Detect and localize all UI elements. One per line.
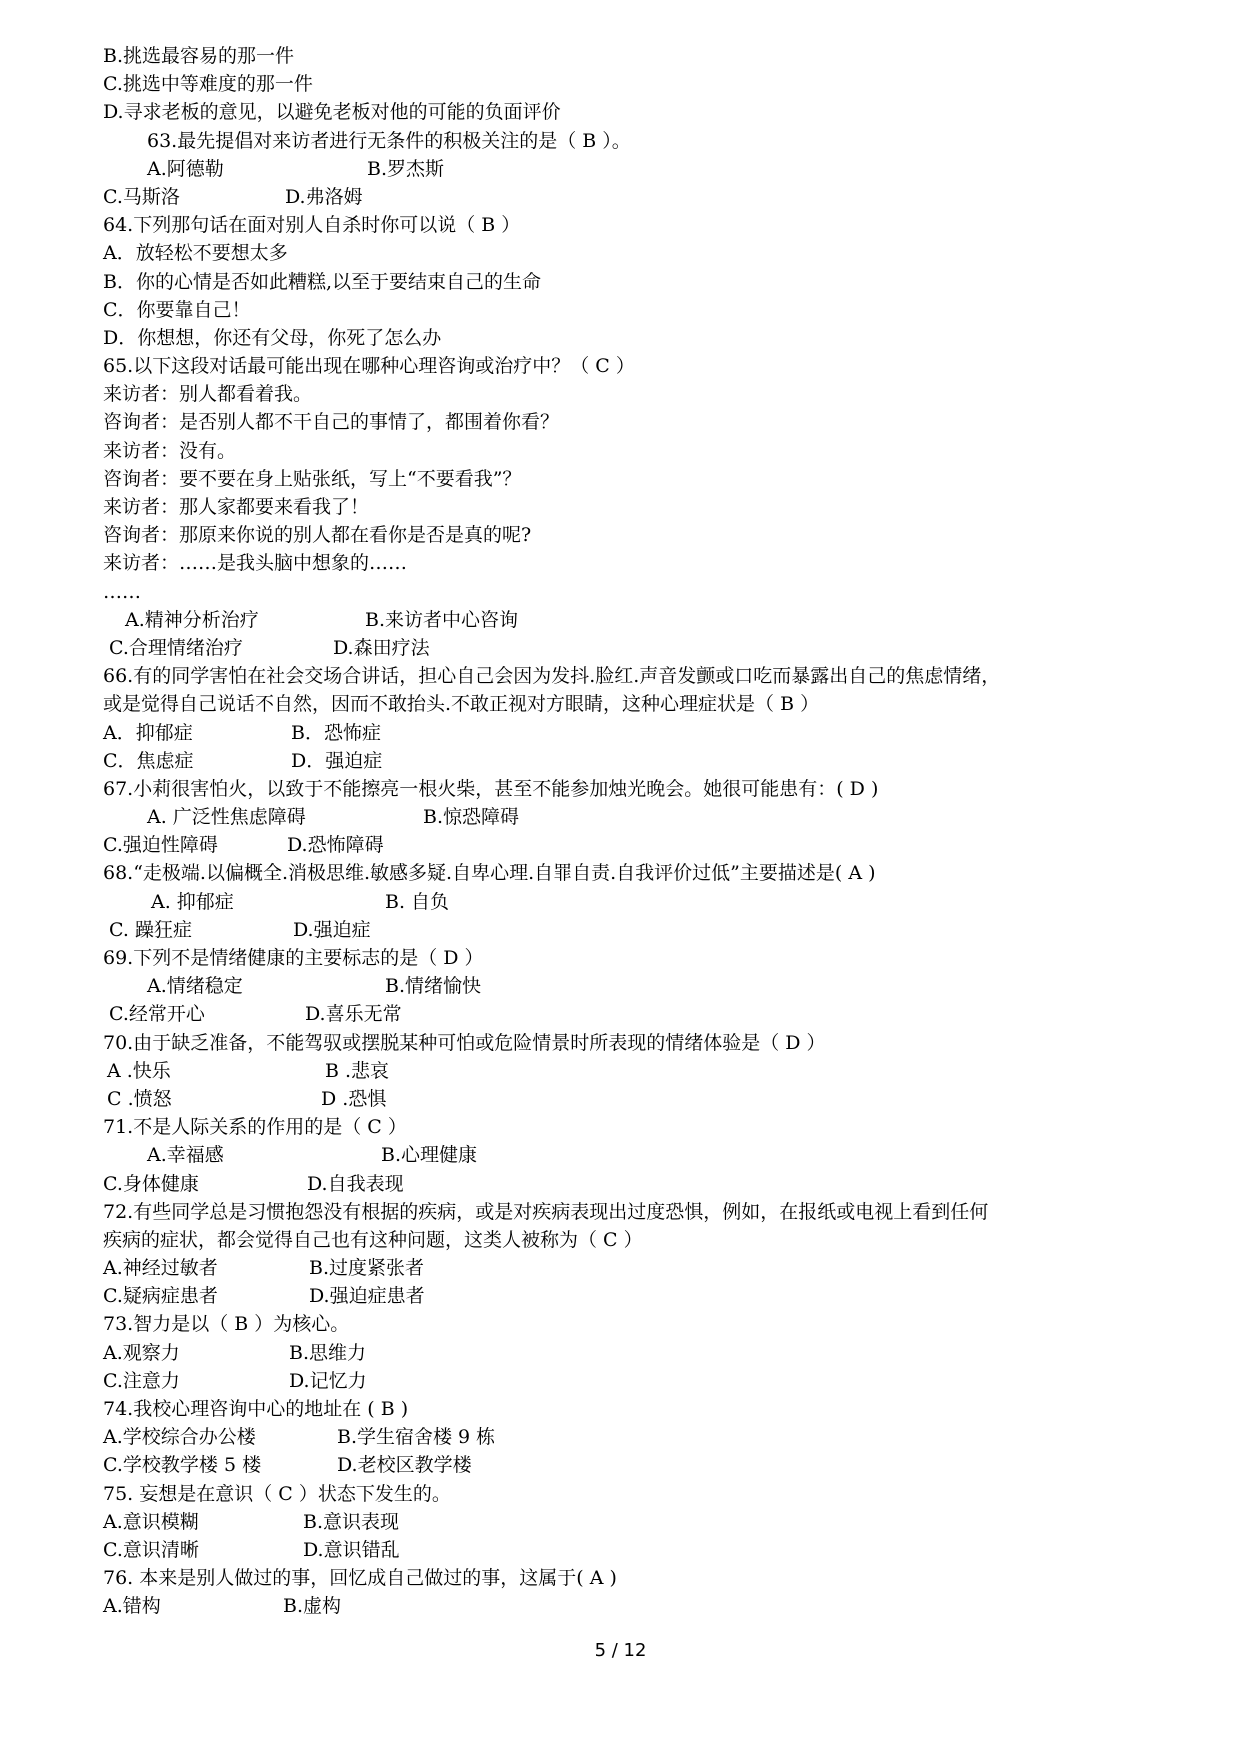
- text-line: [103, 1395, 1143, 1423]
- text-line: [103, 1367, 1143, 1395]
- option-text: B.罗杰斯: [367, 157, 445, 180]
- text-line: [103, 239, 1143, 267]
- line-text: A.精神分析治疗: [125, 608, 259, 631]
- line-text: 咨询者：那原来你说的别人都在看你是否是真的呢?: [103, 524, 532, 547]
- line-text: ……: [103, 580, 141, 603]
- text-line: [103, 775, 1143, 803]
- line-text: A.幸福感: [147, 1144, 224, 1167]
- text-line: [103, 465, 1143, 493]
- text-line: [103, 1141, 1143, 1169]
- option-text: D.记忆力: [289, 1369, 367, 1392]
- option-text: D.森田疗法: [333, 636, 430, 659]
- text-line: [103, 493, 1143, 521]
- line-text: C.经常开心: [109, 1003, 205, 1026]
- line-text: A. 抑郁症: [151, 890, 234, 913]
- line-text: A.神经过敏者: [103, 1257, 218, 1280]
- question-text-block: [103, 42, 1143, 1621]
- line-text: C.合理情绪治疗: [109, 636, 243, 659]
- line-text: D.寻求老板的意见，以避免老板对他的可能的负面评价: [103, 101, 561, 124]
- text-line: [103, 1536, 1143, 1564]
- line-text: A.学校综合办公楼: [103, 1426, 256, 1449]
- option-text: D.弗洛姆: [285, 185, 363, 208]
- option-text: D.强迫症: [293, 918, 371, 941]
- line-text: 69.下列不是情绪健康的主要标志的是（ D ）: [103, 947, 484, 969]
- option-text: B. 自负: [385, 890, 450, 913]
- text-line: [103, 803, 1143, 831]
- line-text: C．你要靠自己！: [103, 298, 251, 321]
- option-text: B.来访者中心咨询: [365, 608, 519, 631]
- text-line: [103, 1057, 1143, 1085]
- option-text: B.惊恐障碍: [423, 806, 520, 829]
- option-text: B.情绪愉快: [385, 975, 482, 998]
- option-text: D.意识错乱: [303, 1538, 400, 1561]
- line-text: 64.下列那句话在面对别人自杀时你可以说（ B ）: [103, 214, 521, 237]
- option-text: D.喜乐无常: [305, 1003, 402, 1026]
- option-text: D.恐怖障碍: [287, 834, 384, 857]
- text-line: [103, 690, 1143, 718]
- line-text: C. 躁狂症: [109, 918, 192, 941]
- text-line: [103, 98, 1143, 126]
- text-line: [103, 70, 1143, 98]
- text-line: [103, 1564, 1143, 1592]
- line-text: 73.智力是以（ B ）为核心。: [103, 1313, 350, 1336]
- option-text: B．恐怖症: [291, 721, 381, 744]
- line-text: 来访者：那人家都要来看我了！: [103, 496, 370, 518]
- line-text: C．焦虑症: [103, 749, 194, 772]
- text-line: [103, 1508, 1143, 1536]
- text-line: [103, 211, 1143, 239]
- text-line: [103, 1113, 1143, 1141]
- text-line: [103, 1480, 1143, 1508]
- text-line: [103, 1226, 1143, 1254]
- text-line: [103, 831, 1143, 859]
- page-number: 5 / 12: [594, 1640, 647, 1661]
- line-text: 咨询者：是否别人都不干自己的事情了，都围着你看？: [103, 411, 560, 434]
- text-line: [103, 972, 1143, 1000]
- text-line: [103, 662, 1143, 690]
- line-text: C.注意力: [103, 1369, 180, 1392]
- line-text: 63.最先提倡对来访者进行无条件的积极关注的是（ B ）。: [147, 129, 631, 152]
- line-text: C.挑选中等难度的那一件: [103, 73, 313, 96]
- text-line: [103, 1254, 1143, 1282]
- line-text: B．你的心情是否如此糟糕,以至于要结束自己的生命: [103, 270, 542, 293]
- line-text: C.意识清晰: [103, 1538, 199, 1561]
- line-text: A．抑郁症: [103, 721, 193, 744]
- text-line: [103, 747, 1143, 775]
- text-line: [103, 183, 1143, 211]
- option-text: D.自我表现: [307, 1172, 404, 1195]
- line-text: C .愤怒: [107, 1087, 172, 1110]
- line-text: A.情绪稳定: [147, 975, 243, 998]
- text-line: [103, 634, 1143, 662]
- text-line: [103, 1198, 1143, 1226]
- text-line: [103, 549, 1143, 577]
- line-text: 咨询者：要不要在身上贴张纸，写上“不要看我”？: [103, 467, 522, 490]
- line-text: A.意识模糊: [103, 1510, 199, 1533]
- line-text: 疾病的症状，都会觉得自己也有这种问题，这类人被称为（ C ）: [103, 1228, 643, 1251]
- text-line: [103, 268, 1143, 296]
- line-text: C.马斯洛: [103, 185, 180, 208]
- line-text: 74.我校心理咨询中心的地址在 ( B ): [103, 1398, 409, 1420]
- line-text: D．你想想，你还有父母，你死了怎么办: [103, 326, 442, 349]
- option-text: D.老校区教学楼: [337, 1454, 472, 1477]
- text-line: [103, 859, 1143, 887]
- line-text: 71.不是人际关系的作用的是（ C ）: [103, 1116, 407, 1139]
- line-text: A. 广泛性焦虑障碍: [147, 806, 306, 829]
- line-text: 或是觉得自己说话不自然，因而不敢抬头.不敢正视对方眼睛，这种心理症状是（ B ）: [103, 693, 820, 716]
- text-line: [103, 380, 1143, 408]
- text-line: [103, 578, 1143, 606]
- line-text: 75. 妄想是在意识（ C ）状态下发生的。: [103, 1482, 451, 1505]
- line-text: 67.小莉很害怕火，以致于不能擦亮一根火柴，甚至不能参加烛光晚会。她很可能患有：( D ): [103, 777, 879, 800]
- line-text: A.观察力: [103, 1341, 180, 1364]
- text-line: [103, 1000, 1143, 1028]
- line-text: A .快乐: [107, 1059, 171, 1082]
- text-line: [103, 437, 1143, 465]
- option-text: B.思维力: [289, 1341, 367, 1364]
- option-text: B.心理健康: [381, 1144, 478, 1167]
- text-line: [103, 1170, 1143, 1198]
- line-text: 来访者：没有。: [103, 439, 237, 462]
- option-text: D.强迫症患者: [309, 1285, 425, 1308]
- text-line: [103, 155, 1143, 183]
- line-text: 70.由于缺乏准备，不能驾驭或摆脱某种可怕或危险情景时所表现的情绪体验是（ D ）: [103, 1031, 826, 1054]
- line-text: A.阿德勒: [147, 157, 224, 180]
- text-line: [103, 408, 1143, 436]
- text-line: [103, 1592, 1143, 1620]
- option-text: D．强迫症: [291, 749, 383, 772]
- line-text: 68.“走极端.以偏概全.消极思维.敏感多疑.自卑心理.自罪自责.自我评价过低”主要描述是( A ): [103, 862, 876, 885]
- text-line: [103, 606, 1143, 634]
- line-text: C.强迫性障碍: [103, 834, 218, 857]
- text-line: [103, 888, 1143, 916]
- line-text: C.学校教学楼 5 楼: [103, 1454, 262, 1477]
- text-line: [103, 1029, 1143, 1057]
- line-text: 76. 本来是别人做过的事，回忆成自己做过的事，这属于( A ): [103, 1567, 617, 1590]
- line-text: A.错构: [103, 1595, 161, 1618]
- text-line: [103, 1310, 1143, 1338]
- line-text: B.挑选最容易的那一件: [103, 45, 295, 67]
- line-text: 65.以下这段对话最可能出现在哪种心理咨询或治疗中？（ C ）: [103, 355, 635, 378]
- text-line: [103, 42, 1143, 70]
- line-text: A．放轻松不要想太多: [103, 242, 288, 265]
- text-line: [103, 1451, 1143, 1479]
- text-line: [103, 1282, 1143, 1310]
- line-text: C.身体健康: [103, 1172, 199, 1195]
- text-line: [103, 352, 1143, 380]
- text-line: [103, 1339, 1143, 1367]
- text-line: [103, 521, 1143, 549]
- line-text: 72.有些同学总是习惯抱怨没有根据的疾病，或是对疾病表现出过度恐惧，例如，在报纸或电视上看到任何: [103, 1200, 989, 1223]
- line-text: 来访者：别人都看着我。: [103, 383, 313, 406]
- text-line: [103, 1423, 1143, 1451]
- option-text: B.学生宿舍楼 9 栋: [337, 1426, 496, 1449]
- text-line: [103, 127, 1143, 155]
- line-text: 66.有的同学害怕在社会交场合讲话，担心自己会因为发抖.脸红.声音发颤或口吃而暴露出自己的焦虑情绪，: [103, 665, 1001, 688]
- text-line: [103, 296, 1143, 324]
- text-line: [103, 719, 1143, 747]
- text-line: [103, 324, 1143, 352]
- option-text: B.虚构: [283, 1595, 342, 1618]
- option-text: B.意识表现: [303, 1510, 400, 1533]
- text-line: [103, 916, 1143, 944]
- text-line: [103, 1085, 1143, 1113]
- option-text: B.过度紧张者: [309, 1257, 425, 1280]
- line-text: 来访者：……是我头脑中想象的……: [103, 552, 408, 575]
- option-text: D .恐惧: [321, 1087, 387, 1110]
- text-line: [103, 944, 1143, 972]
- option-text: B .悲哀: [325, 1059, 390, 1082]
- line-text: C.疑病症患者: [103, 1285, 218, 1308]
